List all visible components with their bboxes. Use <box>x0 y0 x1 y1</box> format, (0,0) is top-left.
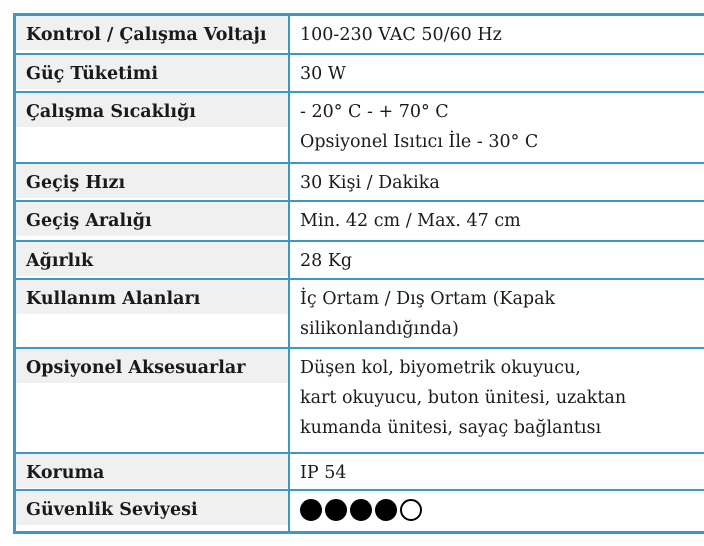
label-cell <box>15 201 290 241</box>
row-value: silikonlandığında) <box>300 318 459 339</box>
table-row <box>15 163 704 201</box>
value-cell <box>289 201 704 241</box>
filled-circle-icon <box>350 499 372 521</box>
table-row <box>15 348 704 453</box>
label-cell <box>15 163 290 201</box>
row-value: 30 Kişi / Dakika <box>300 172 440 193</box>
row-value: 100-230 VAC 50/60 Hz <box>300 25 502 45</box>
value-cell <box>289 15 704 54</box>
row-label: Ağırlık <box>16 242 288 276</box>
row-value: - 20° C - + 70° C <box>300 101 449 122</box>
label-cell <box>15 490 290 533</box>
row-value: 30 W <box>300 63 346 84</box>
label-cell <box>15 54 290 92</box>
row-value: 28 Kg <box>300 250 353 271</box>
row-label: Geçiş Aralığı <box>16 202 288 236</box>
row-value: Min. 42 cm / Max. 47 cm <box>300 210 521 231</box>
filled-circle-icon <box>375 499 397 521</box>
spec-table <box>13 13 704 534</box>
row-label: Geçiş Hızı <box>16 164 288 198</box>
security-level-label: Güvenlik Seviyesi <box>16 491 288 525</box>
row-label: Güç Tüketimi <box>16 55 288 89</box>
table-row <box>15 279 704 348</box>
table-row <box>15 201 704 241</box>
row-label: Kullanım Alanları <box>16 280 288 314</box>
table-row <box>15 241 704 279</box>
value-cell <box>289 54 704 92</box>
row-value: kumanda ünitesi, sayaç bağlantısı <box>300 417 602 438</box>
row-label: Koruma <box>16 454 288 488</box>
table-row <box>15 490 704 533</box>
empty-circle-icon <box>400 499 422 521</box>
row-label: Opsiyonel Aksesuarlar <box>16 349 288 383</box>
label-cell <box>15 348 290 453</box>
security-level-rating <box>300 495 422 525</box>
table-row <box>15 15 704 54</box>
table-row <box>15 54 704 92</box>
label-cell <box>15 15 290 54</box>
value-cell <box>289 163 704 201</box>
row-value: İç Ortam / Dış Ortam (Kapak <box>300 288 556 309</box>
table-row <box>15 453 704 490</box>
row-label: Çalışma Sıcaklığı <box>16 93 288 127</box>
value-cell <box>289 92 704 163</box>
value-cell <box>289 490 704 533</box>
row-value: Düşen kol, biyometrik okuyucu, <box>300 357 581 378</box>
value-cell <box>289 279 704 348</box>
value-cell <box>289 348 704 453</box>
row-label: Kontrol / Çalışma Voltajı <box>16 16 288 50</box>
row-value: IP 54 <box>300 462 347 483</box>
label-cell <box>15 92 290 163</box>
row-value: kart okuyucu, buton ünitesi, uzaktan <box>300 387 627 408</box>
label-cell <box>15 453 290 490</box>
filled-circle-icon <box>300 499 322 521</box>
table-row <box>15 92 704 163</box>
row-value: Opsiyonel Isıtıcı İle - 30° C <box>300 131 539 152</box>
filled-circle-icon <box>325 499 347 521</box>
label-cell <box>15 241 290 279</box>
label-cell <box>15 279 290 348</box>
value-cell <box>289 241 704 279</box>
value-cell <box>289 453 704 490</box>
spec-table-body <box>15 15 704 533</box>
